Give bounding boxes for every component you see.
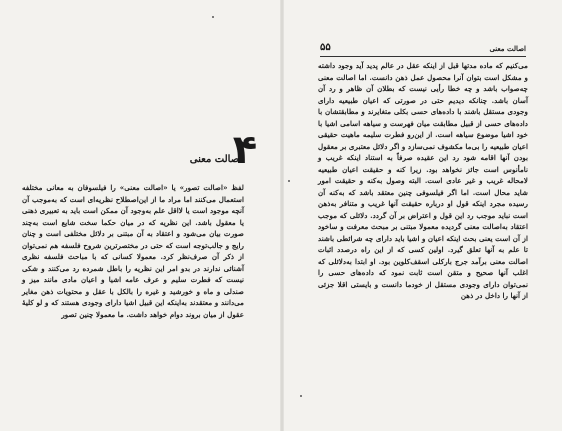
scan-speck xyxy=(288,180,290,182)
chapter-title: اصالت معنی xyxy=(189,154,242,165)
right-page-body: می‌کنیم که ماده مدتها قبل از اینکه عقل در عالم پدید آید وجود داشته و مشکل است بتوان آنرا محصول عمل ذهن دانست. اما اصالت معنی چه‌صواب باشد و چه خطا رأیی نیست که بطلان آن ظاهر و رد آن آسان باشد. چنانکه دیدیم حتی در صورتی که اعیان طبیعیه دارای وجودی مستقل باشند با داده‌های حسی بکلی متغایرند و مطابقتشان با داده‌های حسی از قبیل مطابقت میان فهرست و سیاهه اسامی اشیا با خود اشیا موضوع سیاهه است. از این‌رو فطرت سلیمه ماهیت حقیقی اعیان طبیعیه را بی‌ما مکشوف نمی‌سازد و اگر دلائل معتبری بر معقول بودن آنها اقامه شود رد این عقیده صرفاً به استناد اینکه غریب و نامأنوس است جائز نخواهد بود. زیرا کنه و حقیقت اعیان طبیعیه لامحاله غریب و غیر عادی است. البته وصول به‌کنه و حقیقت امور شاید محال است. اما اگر فیلسوفی چنین معتقد باشد که به‌کنه آن رسیده مجرد اینکه قول او درباره حقیقت آنها غریب و متنافر به‌ذهن است نباید موجب رد این قول و اعتراض بر آن گردد. دلائلی که موجب اعتقاد به‌اصالت معنی گردیده معمولا مبتنی بر مبحث معرفت و ساخود از آن است یعنی بحث اینکه اعیان و اشیا باید دارای چه شرائطی باشند تا علم به آنها تعلق گیرد. اولین کسی که از این راه درصدد اثبات اصالت معنی برآمد جرج بارکلی اسقف‌کلوین بود. او ابتدا به‌دلائلی که اغلب آنها صحیح و متقن است ثابت نمود که داده‌های حسی را نمی‌توان دارای وجودی مستقل از خودما دانست و بایستی اقلا جزئی از آنها را داخل در ذهن xyxy=(317,61,528,300)
running-head: اصالت معنی xyxy=(489,44,526,53)
page-number: ۵۵ xyxy=(320,42,331,53)
page-header xyxy=(320,44,526,57)
scan-speck xyxy=(212,16,214,18)
left-page-body: لفظ «اصالت تصور» یا «اصالت معنی» را فیلسوفان به معانی مختلفه استعمال می‌کنند اما مراد ما از این‌اصطلاح نظریه‌ای است که به‌موجب آن آنچه موجود است یا لااقل علم به‌وجود آن ممکن است باید به تعبیری ذهنی یا معقول باشد. این نظریه که در میان حکما سخت شایع است به‌چند صورت بیان می‌شود و اعتقاد به آن مبتنی بر دلائل مختلفی است و چنان رایج و جالب‌توجه است که حتی در مختصرترین شروح فلسفه هم نمی‌توان از ذکر آن صرف‌نظر کرد. معمولا کسانی که با مباحث فلسفه نظری آشنائی ندارند در بدو امر این نظریه را باطل شمرده رد می‌کنند و شکی نیست که فطرت سلیم و عرف عامه اشیا و اعیان مادی مانند میز و صندلی و ماه و خورشید و غیره را بالکل با عقل و محتویات ذهن مغایر می‌دانند و معتقدند به‌اینکه این قبیل اشیا دارای وجودی هستند که و لو کلیهٔ عقول از میان بروند دوام خواهد داشت. ما معمولا چنین تصور xyxy=(22,183,244,319)
scan-speck xyxy=(300,395,302,397)
chapter-number: ۴ xyxy=(232,127,258,173)
